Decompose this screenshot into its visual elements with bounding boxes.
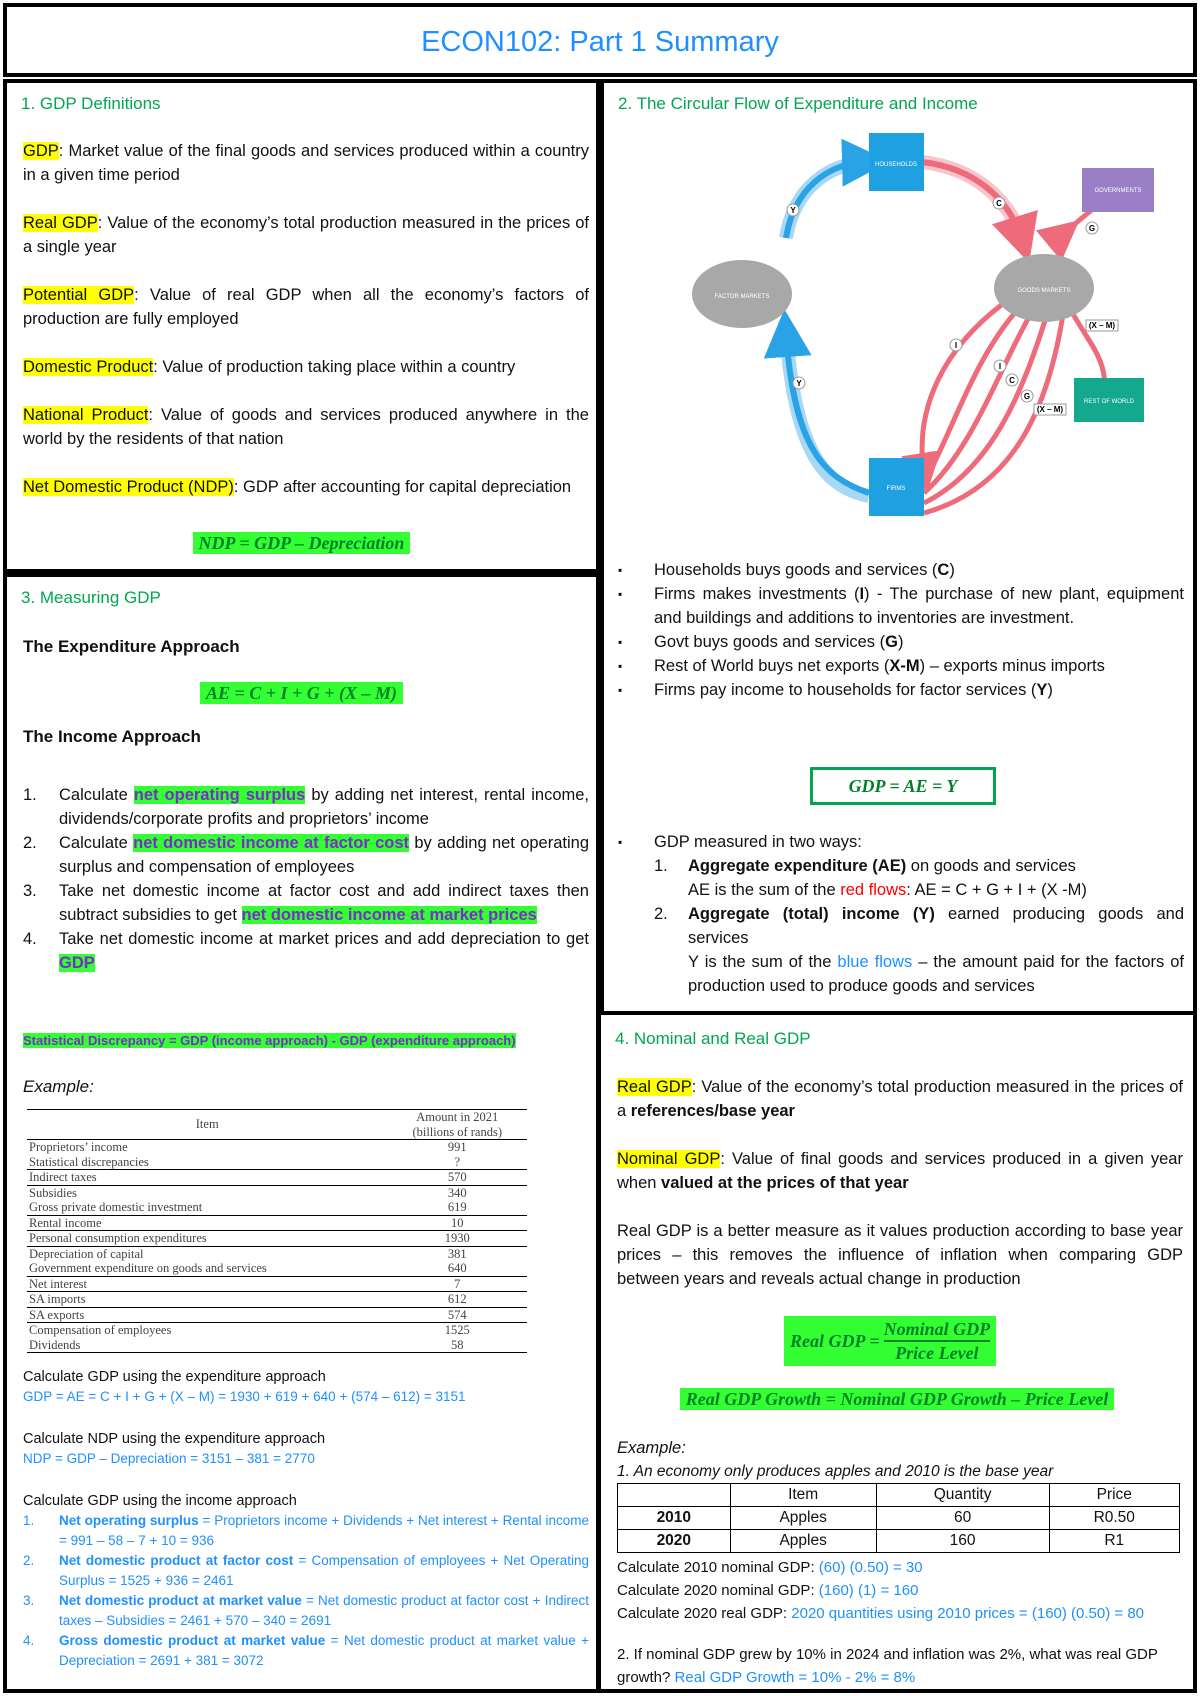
- apples-row: [618, 1507, 1180, 1530]
- nominal-real-defs: [617, 1075, 1183, 1291]
- row-item: Rental income: [29, 1215, 102, 1230]
- def-real-gdp-2: Real GDP: Value of the economy’s total production measured in the prices of a references/base year: [617, 1078, 1183, 1120]
- households-label: HOUSEHOLDS: [874, 162, 918, 168]
- def-real-gdp: Real GDP: Value of the economy’s total production measured in the prices of a single year: [23, 214, 589, 256]
- row-item: Gross private domestic investment: [29, 1200, 203, 1214]
- apples-cell: 2010: [618, 1507, 731, 1530]
- page-title: ECON102: Part 1 Summary: [421, 26, 779, 58]
- bullet-g: ▪ Govt buys goods and services (G): [618, 630, 1184, 654]
- row-item: Indirect taxes: [29, 1170, 97, 1184]
- calc-3: Calculate 2020 real GDP: 2020 quantities using 2010 prices = (160) (0.50) = 80: [617, 1605, 1144, 1622]
- row-amount: 7: [454, 1276, 461, 1291]
- table-row: [27, 1338, 527, 1353]
- section-title: 4. Nominal and Real GDP: [615, 1029, 811, 1048]
- measured-bullet: ▪ GDP measured in two ways:: [618, 830, 1184, 854]
- apples-table-head: [618, 1484, 1180, 1507]
- label-y-bottom: Y: [796, 379, 802, 388]
- label-g-2: G: [1023, 392, 1031, 401]
- rest-of-world-label: REST OF WORLD: [1084, 399, 1134, 405]
- row-amount: 381: [447, 1246, 467, 1261]
- label-g-gov: G: [1088, 224, 1096, 233]
- row-amount: 1930: [444, 1231, 470, 1245]
- table-row: [27, 1155, 527, 1170]
- gdp-ae-y-formula: GDP = AE = Y: [810, 767, 996, 805]
- q2: Calculate NDP using the expenditure approach: [23, 1431, 326, 1447]
- red-flow-firms-3: [924, 308, 1034, 493]
- row-amount: 340: [447, 1185, 467, 1200]
- table-row: [27, 1185, 527, 1200]
- table-row: [27, 1170, 527, 1186]
- row-amount: 612: [447, 1292, 467, 1306]
- row-amount: 1525: [444, 1323, 470, 1337]
- section-title: 1. GDP Definitions: [21, 94, 161, 113]
- question-2: 2. If nominal GDP grew by 10% in 2024 and inflation was 2%, what was real GDP growth? Real GDP Growth = 10% - 2% = 8%: [617, 1646, 1158, 1686]
- table-row: [27, 1246, 527, 1261]
- example-1-text: 1. An economy only produces apples and 2010 is the base year: [617, 1463, 1054, 1480]
- def-domestic-product: Domestic Product: Value of production taking place within a country: [23, 358, 516, 376]
- section-circular-flow: [600, 79, 1197, 1011]
- bullet-i: ▪ Firms makes investments (I) - The purchase of new plant, equipment and buildings and additions to inventories are investment.: [618, 582, 1184, 630]
- table-row: [27, 1292, 527, 1308]
- apples-col: Item: [730, 1484, 876, 1507]
- blue-flow-upper-arrow: [786, 162, 866, 238]
- apples-table: [617, 1483, 1180, 1553]
- row-item: Dividends: [29, 1337, 81, 1352]
- row-amount: ?: [454, 1154, 461, 1169]
- real-gdp-formula: Real GDP = Nominal GDP Price Level: [784, 1316, 996, 1366]
- col-item: Item: [195, 1117, 219, 1132]
- row-item: Government expenditure on goods and services: [29, 1261, 267, 1275]
- row-item: SA exports: [29, 1307, 85, 1322]
- blue-flow-lower-arrow: [786, 333, 869, 493]
- def-nominal-gdp: Nominal GDP: Value of final goods and services produced in a given year when valued at the prices of that year: [617, 1150, 1183, 1192]
- apples-cell: 60: [876, 1507, 1049, 1530]
- calc-1: Calculate 2010 nominal GDP: (60) (0.50) = 30: [617, 1559, 923, 1576]
- row-item: Subsidies: [29, 1185, 77, 1200]
- row-amount: 574: [447, 1307, 467, 1322]
- label-xm-bottom: (X – M): [1036, 405, 1064, 414]
- table-row: [27, 1323, 527, 1338]
- section-measuring-gdp: [3, 573, 600, 1693]
- ans-2: 2. Net domestic product at factor cost = Compensation of employees + Net Operating Surplus = 1525 + 936 = 2461: [23, 1553, 589, 1588]
- red-flow-c: [922, 162, 1024, 243]
- apples-col: Quantity: [876, 1484, 1049, 1507]
- def-ndp: Net Domestic Product (NDP): GDP after accounting for capital depreciation: [23, 478, 572, 496]
- apples-cell: Apples: [730, 1507, 876, 1530]
- measured-ways: [618, 830, 1184, 998]
- factor-markets-label: FACTOR MARKETS: [714, 294, 770, 300]
- def-national-product: National Product: Value of goods and services produced anywhere in the world by the residents of that nation: [23, 406, 589, 448]
- goods-markets-label: GOODS MARKETS: [1017, 288, 1071, 294]
- table-row: [27, 1307, 527, 1323]
- step-1: 1. Calculate net operating surplus by adding net interest, rental income, dividends/corporate profits and proprietors’ income: [23, 786, 589, 828]
- section-nominal-real-gdp: [597, 1011, 1197, 1693]
- def-gdp: GDP: Market value of the final goods and services produced within a country in a given time period: [23, 142, 589, 184]
- calc-2: Calculate 2020 nominal GDP: (160) (1) = 160: [617, 1582, 919, 1599]
- row-item: SA imports: [29, 1292, 86, 1306]
- section-title: 3. Measuring GDP: [21, 588, 161, 607]
- expenditure-heading: The Expenditure Approach: [23, 637, 240, 656]
- q3: Calculate GDP using the income approach: [23, 1493, 297, 1509]
- row-amount: 570: [447, 1170, 467, 1184]
- apples-col: [618, 1484, 731, 1507]
- apple-calcs: [617, 1556, 1183, 1689]
- table-row: [27, 1140, 527, 1155]
- a2: NDP = GDP – Depreciation = 3151 – 381 = 2770: [23, 1451, 315, 1466]
- section-gdp-definitions: [3, 79, 600, 573]
- bullet-c: ▪ Households buys goods and services (C): [618, 558, 1184, 582]
- ndp-formula: NDP = GDP – Depreciation: [7, 533, 596, 554]
- label-i-2: I: [998, 362, 1002, 371]
- flow-bullets: [618, 558, 1184, 702]
- example-label-2: Example:: [617, 1439, 686, 1457]
- apples-cell: Apples: [730, 1530, 876, 1553]
- flow-list: [618, 558, 1184, 702]
- example-table: [27, 1109, 527, 1353]
- real-gdp-growth-formula: Real GDP Growth = Nominal GDP Growth – Price Level: [601, 1389, 1193, 1410]
- row-item: Compensation of employees: [29, 1323, 172, 1337]
- row-item: Personal consumption expenditures: [29, 1231, 207, 1245]
- table-row: [27, 1276, 527, 1292]
- ae-formula: AE = C + I + G + (X – M): [7, 683, 596, 704]
- apples-cell: R1: [1049, 1530, 1179, 1553]
- income-steps: [23, 783, 589, 975]
- apples-table-body: [618, 1507, 1180, 1553]
- income-answers: [23, 1511, 589, 1671]
- col-amount: Amount in 2021 (billions of rands): [412, 1110, 503, 1139]
- governments-label: GOVERNMENTS: [1094, 188, 1142, 194]
- q1: Calculate GDP using the expenditure approach: [23, 1369, 326, 1385]
- row-amount: 619: [447, 1200, 467, 1214]
- row-item: Net interest: [29, 1276, 87, 1291]
- step-2: 2. Calculate net domestic income at factor cost by adding net operating surplus and compensation of employees: [23, 834, 589, 876]
- table-row: [27, 1200, 527, 1215]
- apples-col: Price: [1049, 1484, 1179, 1507]
- table-row: [27, 1231, 527, 1247]
- step-4: 4. Take net domestic income at market prices and add depreciation to get GDP: [23, 930, 589, 972]
- answers: [23, 1367, 589, 1671]
- example-table-body: [27, 1140, 527, 1353]
- apples-cell: 160: [876, 1530, 1049, 1553]
- apples-cell: R0.50: [1049, 1507, 1179, 1530]
- way-2: 2. Aggregate (total) income (Y) earned producing goods and services Y is the sum of the blue flows – the amount paid for the factors of production used to produce goods and services: [654, 905, 1185, 995]
- row-item: Proprietors’ income: [29, 1140, 128, 1154]
- example-label: Example:: [23, 1077, 94, 1096]
- table-row: [27, 1215, 527, 1231]
- row-amount: 640: [447, 1261, 467, 1275]
- apples-cell: 2020: [618, 1530, 731, 1553]
- def-potential-gdp: Potential GDP: Value of real GDP when all the economy’s factors of production are fully employed: [23, 286, 589, 328]
- label-i-1: I: [954, 341, 958, 350]
- way-1: 1. Aggregate expenditure (AE) on goods and services AE is the sum of the red flows: AE = C + G + I + (X -M): [654, 857, 1087, 899]
- row-amount: 58: [450, 1337, 464, 1352]
- label-c-2: C: [1009, 376, 1015, 385]
- income-heading: The Income Approach: [23, 727, 201, 746]
- ans-3: 3. Net domestic product at market value = Net domestic product at factor cost + Indirect taxes – Subsidies = 2461 + 570 – 340 = 2691: [23, 1593, 589, 1628]
- ans-4: 4. Gross domestic product at market value = Net domestic product at market value + Depreciation = 2691 + 381 = 3072: [23, 1633, 589, 1668]
- row-item: Statistical discrepancies: [29, 1154, 149, 1169]
- definition-list: [23, 139, 589, 499]
- bullet-xm: ▪ Rest of World buys net exports (X-M) – exports minus imports: [618, 654, 1184, 678]
- label-c: C: [996, 199, 1002, 208]
- label-y-top: Y: [790, 206, 796, 215]
- statistical-discrepancy: Statistical Discrepancy = GDP (income approach) - GDP (expenditure approach): [23, 1033, 516, 1048]
- label-xm-top: (X – M): [1088, 321, 1116, 330]
- real-gdp-para: Real GDP is a better measure as it values production according to base year prices – this removes the influence of inflation when comparing GDP between years and reveals actual change in production: [617, 1222, 1183, 1288]
- row-item: Depreciation of capital: [29, 1246, 144, 1261]
- step-3: 3. Take net domestic income at factor cost and add indirect taxes then subtract subsidies to get net domestic income at market prices: [23, 882, 589, 924]
- title-box: [3, 3, 1197, 77]
- example-table-wrap: [27, 1109, 527, 1353]
- table-row: [27, 1261, 527, 1276]
- a1: GDP = AE = C + I + G + (X – M) = 1930 + 619 + 640 + (574 – 612) = 3151: [23, 1389, 466, 1404]
- circular-flow-diagram: [654, 128, 1174, 528]
- row-amount: 10: [450, 1215, 464, 1230]
- firms-label: FIRMS: [886, 486, 906, 492]
- bullet-y: ▪ Firms pay income to households for factor services (Y): [618, 678, 1184, 702]
- row-amount: 991: [447, 1140, 467, 1154]
- apples-row: [618, 1530, 1180, 1553]
- ans-1: 1. Net operating surplus = Proprietors income + Dividends + Net interest + Rental income = 991 – 58 – 7 + 10 = 936: [23, 1513, 590, 1548]
- section-title: 2. The Circular Flow of Expenditure and Income: [618, 94, 978, 113]
